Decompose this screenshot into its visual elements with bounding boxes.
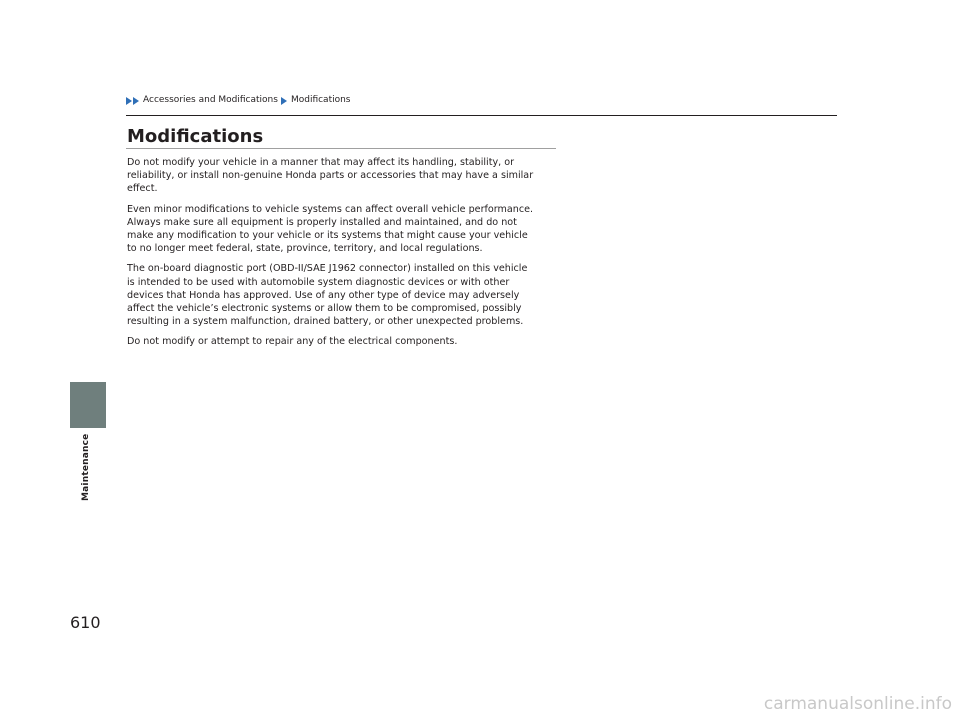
text-line: affect the vehicle’s electronic systems or allow them to be compromised, possibly [127, 303, 522, 315]
text-line: effect. [127, 183, 158, 195]
breadcrumb-item-accessories[interactable]: Accessories and Modifications [143, 95, 278, 105]
title-divider [126, 148, 556, 149]
text-line: devices that Honda has approved. Use of any other type of device may adversely [127, 289, 520, 301]
paragraph [127, 203, 567, 256]
breadcrumb-arrow-icon [133, 97, 139, 105]
paragraph [127, 156, 567, 196]
text-line: to no longer meet federal, state, province, territory, and local regulations. [127, 243, 483, 255]
section-tab-marker [70, 382, 106, 428]
header-divider [126, 115, 837, 116]
paragraph [127, 262, 567, 328]
text-line: make any modification to your vehicle or its systems that might cause your vehicle [127, 230, 528, 242]
paragraph [127, 335, 567, 348]
page-title: Modifications [127, 126, 264, 147]
text-line: Even minor modifications to vehicle systems can affect overall vehicle performance. [127, 203, 534, 215]
watermark: carmanualsonline.info [763, 694, 952, 714]
text-line: resulting in a system malfunction, drained battery, or other unexpected problems. [127, 316, 524, 328]
breadcrumb-arrow-icon [126, 97, 132, 105]
text-line: Do not modify or attempt to repair any of the electrical components. [127, 336, 458, 348]
section-tab-label: Maintenance [81, 434, 91, 502]
text-line: Always make sure all equipment is properly installed and maintained, and do not [127, 216, 517, 228]
text-line: is intended to be used with automobile system diagnostic devices or with other [127, 276, 510, 288]
body-text [127, 156, 567, 356]
text-line: The on-board diagnostic port (OBD-II/SAE J1962 connector) installed on this vehicle [127, 263, 528, 275]
page-number: 610 [70, 613, 101, 632]
text-line: Do not modify your vehicle in a manner that may affect its handling, stability, or [127, 157, 515, 168]
text-line: reliability, or install non-genuine Honda parts or accessories that may have a similar [127, 170, 534, 182]
breadcrumb-item-modifications[interactable]: Modifications [290, 95, 351, 105]
breadcrumb [126, 95, 351, 106]
breadcrumb-arrow-icon [281, 97, 287, 105]
